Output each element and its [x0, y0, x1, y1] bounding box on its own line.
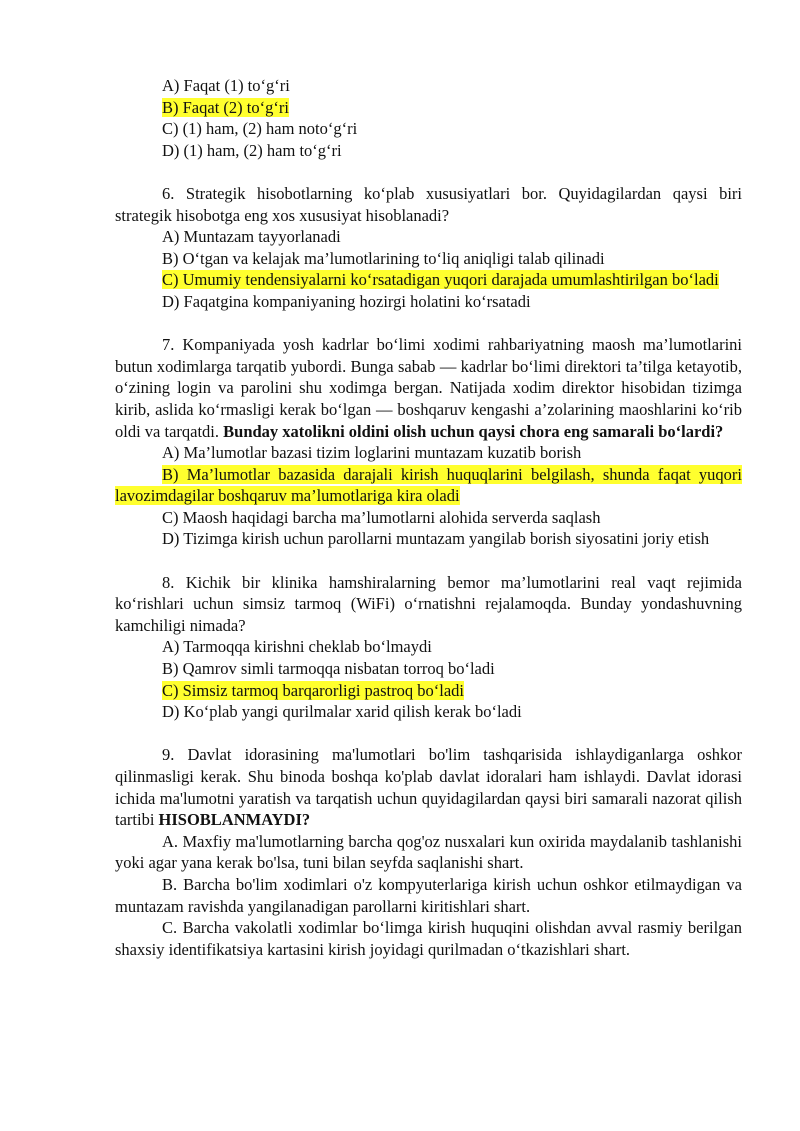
option-8d: D) Ko‘plab yangi qurilmalar xarid qilish kerak bo‘ladi — [162, 702, 522, 722]
option-6c — [115, 269, 742, 291]
option-8c — [115, 680, 742, 702]
question-9-stem: 9. Davlat idorasining ma'lumotlari bo'lim tashqarisida ishlaydiganlarga oshkor qilinmasligi kerak. Shu binoda boshqa ko'plab davlat idoralari ham ishlaydi. Davlat idorasi ichida ma'lumotni yaratish va tarqatish uchun quyidagilardan qaysi biri samarali nazorat qilish tartibi HISOBLANMAYDI? — [115, 745, 742, 830]
question-8-stem: 8. Kichik bir klinika hamshiralarning bemor ma’lumotlarini real vaqt rejimida ko‘rishlari uchun simsiz tarmoq (WiFi) o‘rnatishni rejalamoqda. Bunday yondashuvning kamchiligi nimada? — [115, 572, 742, 635]
question-6 — [115, 183, 742, 313]
option-6a: A) Muntazam tayyorlanadi — [162, 227, 341, 247]
option-7b — [115, 464, 742, 507]
option-5b — [115, 97, 742, 119]
question-5-options — [115, 75, 742, 161]
option-8a: A) Tarmoqqa kirishni cheklab bo‘lmaydi — [162, 637, 432, 657]
option-9b: B. Barcha bo'lim xodimlari o'z kompyuterlariga kirish uchun oshkor etilmaydigan va muntazam ravishda yangilanadigan parollarni kiritishlari shart. — [115, 874, 742, 916]
highlighted-answer: C) Simsiz tarmoq barqarorligi pastroq bo‘ladi — [162, 680, 464, 700]
option-7d: D) Tizimga kirish uchun parollarni muntazam yangilab borish siyosatini joriy etish — [162, 529, 710, 549]
option-5a: A) Faqat (1) to‘g‘ri — [162, 76, 290, 95]
question-7 — [115, 334, 742, 550]
option-6b: B) O‘tgan va kelajak ma’lumotlarining to‘liq aniqligi talab qilinadi — [162, 248, 605, 268]
highlighted-answer: C) Umumiy tendensiyalarni ko‘rsatadigan yuqori darajada umumlashtirilgan bo‘ladi — [162, 270, 719, 290]
question-6-stem: 6. Strategik hisobotlarning ko‘plab xususiyatlari bor. Quyidagilardan qaysi biri strategik hisobotga eng xos xususiyat hisoblanadi? — [115, 183, 742, 225]
option-5c: C) (1) ham, (2) ham noto‘g‘ri — [162, 119, 358, 139]
question-8 — [115, 572, 742, 723]
option-7a: A) Ma’lumotlar bazasi tizim loglarini muntazam kuzatib borish — [162, 443, 582, 463]
question-7-bold-prompt: Bunday xatolikni oldini olish uchun qaysi chora eng samarali bo‘lardi? — [223, 421, 724, 441]
option-9a: A. Maxfiy ma'lumotlarning barcha qog'oz nusxalari kun oxirida maydalanib tashlanishi yoki agar yana kerak bo'lsa, tuni bilan seyfda saqlanishi shart. — [115, 831, 742, 873]
option-8b: B) Qamrov simli tarmoqqa nisbatan torroq bo‘ladi — [162, 659, 495, 679]
question-9 — [115, 744, 742, 960]
question-7-stem: 7. Kompaniyada yosh kadrlar bo‘limi xodimi rahbariyatning maosh ma’lumotlarini butun xodimlarga tarqatib yubordi. Bunga sabab — kadrlar bo‘limi direktori ta’tilga ketayotib, o‘zining login va parolini shu xodimga bergan. Natijada xodim direktor hisobidan tizimga kirib, aslida ko‘rmasligi kerak bo‘lgan — boshqaruv kengashi a’zolarining maoshlarini ko‘rib oldi va tarqatdi. Bunday xatolikni oldini olish uchun qaysi chora eng samarali bo‘lardi? — [115, 335, 742, 441]
highlighted-answer: B) Faqat (2) to‘g‘ri — [162, 97, 289, 117]
option-6d: D) Faqatgina kompaniyaning hozirgi holatini ko‘rsatadi — [162, 291, 531, 311]
highlighted-answer: B) Ma’lumotlar bazasida darajali kirish huquqlarini belgilash, shunda faqat yuqori lavozimdagilar boshqaruv ma’lumotlariga kira oladi — [115, 464, 742, 506]
question-9-bold-prompt: HISOBLANMAYDI? — [158, 810, 311, 830]
option-5d: D) (1) ham, (2) ham to‘g‘ri — [162, 140, 342, 160]
option-9c: C. Barcha vakolatli xodimlar bo‘limga kirish huquqini olishdan avval rasmiy berilgan shaxsiy identifikatsiya kartasini kirish joyidagi qurilmadan o‘tkazishlari shart. — [115, 918, 742, 959]
option-7c: C) Maosh haqidagi barcha ma’lumotlarni alohida serverda saqlash — [162, 507, 601, 527]
